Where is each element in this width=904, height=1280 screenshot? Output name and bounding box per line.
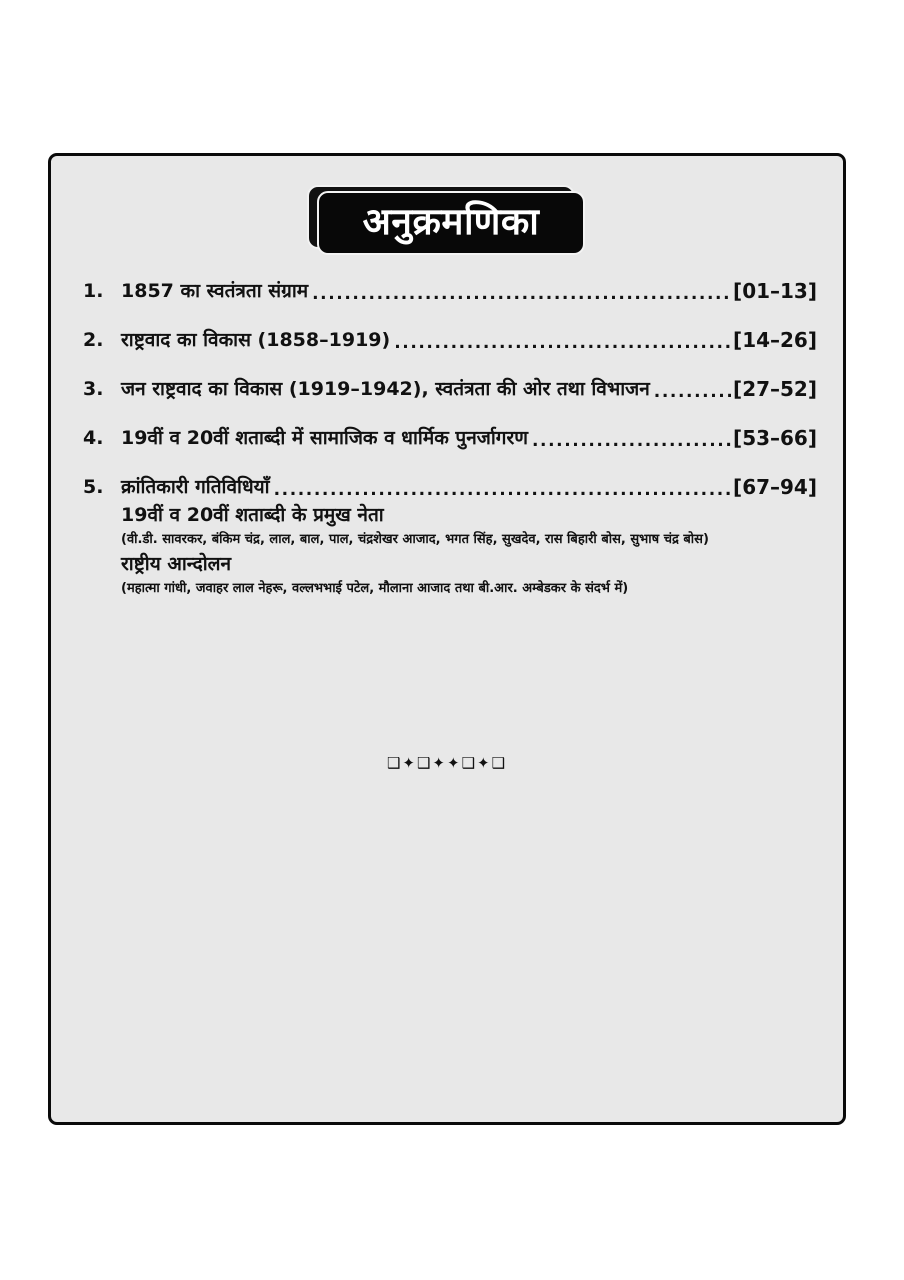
toc-entry-pages: [67–94]	[733, 475, 817, 499]
toc-line	[83, 425, 817, 452]
leader-dots	[654, 385, 731, 403]
toc-line	[83, 327, 817, 354]
toc-line	[83, 376, 817, 403]
toc-entry-number: 2.	[83, 329, 104, 352]
toc-entry-number: 4.	[83, 427, 104, 450]
toc-entry-number: 5.	[83, 476, 104, 499]
leader-dots	[394, 336, 731, 354]
toc-entry-title: क्रांतिकारी गतिविधियाँ	[121, 476, 270, 499]
ornament-square-icon: ❑	[491, 754, 508, 772]
page-title: अनुक्रमणिका	[362, 199, 540, 243]
toc-entry-title: जन राष्ट्रवाद का विकास (1919–1942), स्वतंत्रता की ओर तथा विभाजन	[121, 378, 650, 401]
toc-entry-number: 3.	[83, 378, 104, 401]
ornament-square-icon: ❑	[416, 754, 433, 772]
ornament-square-icon: ❑	[386, 754, 403, 772]
table-of-contents	[83, 278, 817, 600]
toc-entry[interactable]	[83, 278, 817, 305]
toc-entry-number: 1.	[83, 280, 104, 303]
toc-entry-pages: [14–26]	[733, 328, 817, 352]
toc-line	[83, 474, 817, 501]
content-frame	[48, 153, 846, 1125]
ornament-diamond-icon: ✦	[477, 754, 492, 772]
toc-line	[83, 278, 817, 305]
toc-entry-pages: [01–13]	[733, 279, 817, 303]
toc-subsection-note: (वी.डी. सावरकर, बंकिम चंद्र, लाल, बाल, पाल, चंद्रशेखर आजाद, भगत सिंह, सुखदेव, रास बिहारी बोस, सुभाष चंद्र बोस)	[121, 531, 709, 547]
ornament-diamond-icon: ✦	[447, 754, 462, 772]
toc-entry-pages: [27–52]	[733, 377, 817, 401]
ornament-square-icon: ❑	[461, 754, 478, 772]
toc-entry[interactable]	[83, 425, 817, 452]
toc-subsection-note: (महात्मा गांधी, जवाहर लाल नेहरू, वल्लभभाई पटेल, मौलाना आजाद तथा बी.आर. अम्बेडकर के संदर्भ में)	[121, 580, 629, 596]
toc-entry-title: 1857 का स्वतंत्रता संग्राम	[121, 280, 309, 303]
toc-entry-title: राष्ट्रवाद का विकास (1858–1919)	[121, 329, 391, 352]
toc-entry-pages: [53–66]	[733, 426, 817, 450]
toc-entry[interactable]	[83, 376, 817, 403]
toc-subsection-heading: 19वीं व 20वीं शताब्दी के प्रमुख नेता	[121, 504, 384, 526]
toc-entry[interactable]	[83, 474, 817, 600]
leader-dots	[532, 434, 731, 452]
leader-dots	[312, 287, 731, 305]
title-box	[317, 191, 585, 255]
toc-subsection-heading: राष्ट्रीय आन्दोलन	[121, 553, 232, 576]
title-plaque	[51, 181, 843, 277]
ornament-diamond-icon: ✦	[402, 754, 417, 772]
toc-entry-title: 19वीं व 20वीं शताब्दी में सामाजिक व धार्मिक पुनर्जागरण	[121, 427, 528, 450]
ornament-diamond-icon: ✦	[432, 754, 447, 772]
leader-dots	[274, 483, 731, 501]
decorative-ornament	[51, 756, 843, 771]
toc-entry[interactable]	[83, 327, 817, 354]
